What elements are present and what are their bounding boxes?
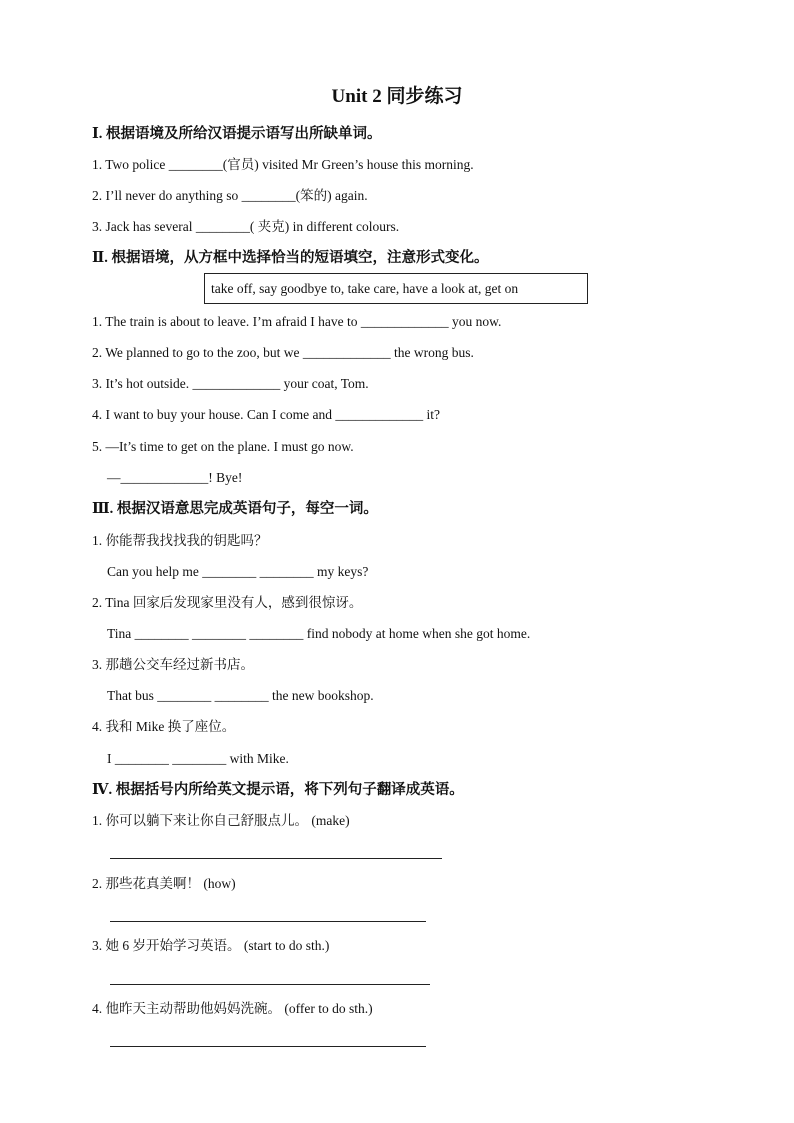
question-line: 1. 你能帮我找找我的钥匙吗？ [92, 533, 268, 548]
phrase-box: take off, say goodbye to, take care, have a look at, get on [204, 273, 588, 304]
answer-line[interactable] [110, 1046, 426, 1047]
question-line: 3. 那趟公交车经过新书店。 [92, 657, 254, 672]
question-line: 4. 他昨天主动帮助他妈妈洗碗。 (offer to do sth.) [92, 1001, 373, 1016]
question-line: 3. 她 6 岁开始学习英语。 (start to do sth.) [92, 938, 330, 953]
answer-line[interactable] [110, 921, 426, 922]
question-line: 2. 那些花真美啊！ (how) [92, 876, 236, 891]
question-line: 5. —It’s time to get on the plane. I must go now. [92, 439, 354, 454]
question-line: 1. 你可以躺下来让你自己舒服点儿。 (make) [92, 813, 350, 828]
question-line: 2. I’ll never do anything so ________(笨的) again. [92, 188, 368, 203]
section-1-heading: Ⅰ. 根据语境及所给汉语提示语写出所缺单词。 [92, 126, 382, 142]
question-line: 3. Jack has several ________( 夹克) in different colours. [92, 219, 400, 234]
question-line: —_____________! Bye! [107, 470, 243, 485]
question-line: 4. I want to buy your house. Can I come and _____________ it? [92, 407, 440, 422]
question-line: 4. 我和 Mike 换了座位。 [92, 719, 236, 734]
section-2-heading: Ⅱ. 根据语境，从方框中选择恰当的短语填空，注意形式变化。 [92, 250, 489, 266]
question-line: 1. The train is about to leave. I’m afraid I have to _____________ you now. [92, 314, 502, 329]
question-line: I ________ ________ with Mike. [107, 751, 289, 766]
section-3-heading: Ⅲ. 根据汉语意思完成英语句子，每空一词。 [92, 501, 378, 517]
question-line: That bus ________ ________ the new bookshop. [107, 688, 374, 703]
question-line: 2. We planned to go to the zoo, but we _____________ the wrong bus. [92, 345, 474, 360]
question-line: 2. Tina 回家后发现家里没有人，感到很惊讶。 [92, 595, 363, 610]
question-line: 3. It’s hot outside. _____________ your coat, Tom. [92, 376, 369, 391]
answer-line[interactable] [110, 858, 442, 859]
page-title: Unit 2 同步练习 [331, 86, 463, 107]
question-line: 1. Two police ________(官员) visited Mr Green’s house this morning. [92, 157, 474, 172]
answer-line[interactable] [110, 984, 430, 985]
section-4-heading: Ⅳ. 根据括号内所给英文提示语，将下列句子翻译成英语。 [92, 782, 464, 798]
question-line: Can you help me ________ ________ my keys? [107, 564, 369, 579]
question-line: Tina ________ ________ ________ find nobody at home when she got home. [107, 626, 531, 641]
